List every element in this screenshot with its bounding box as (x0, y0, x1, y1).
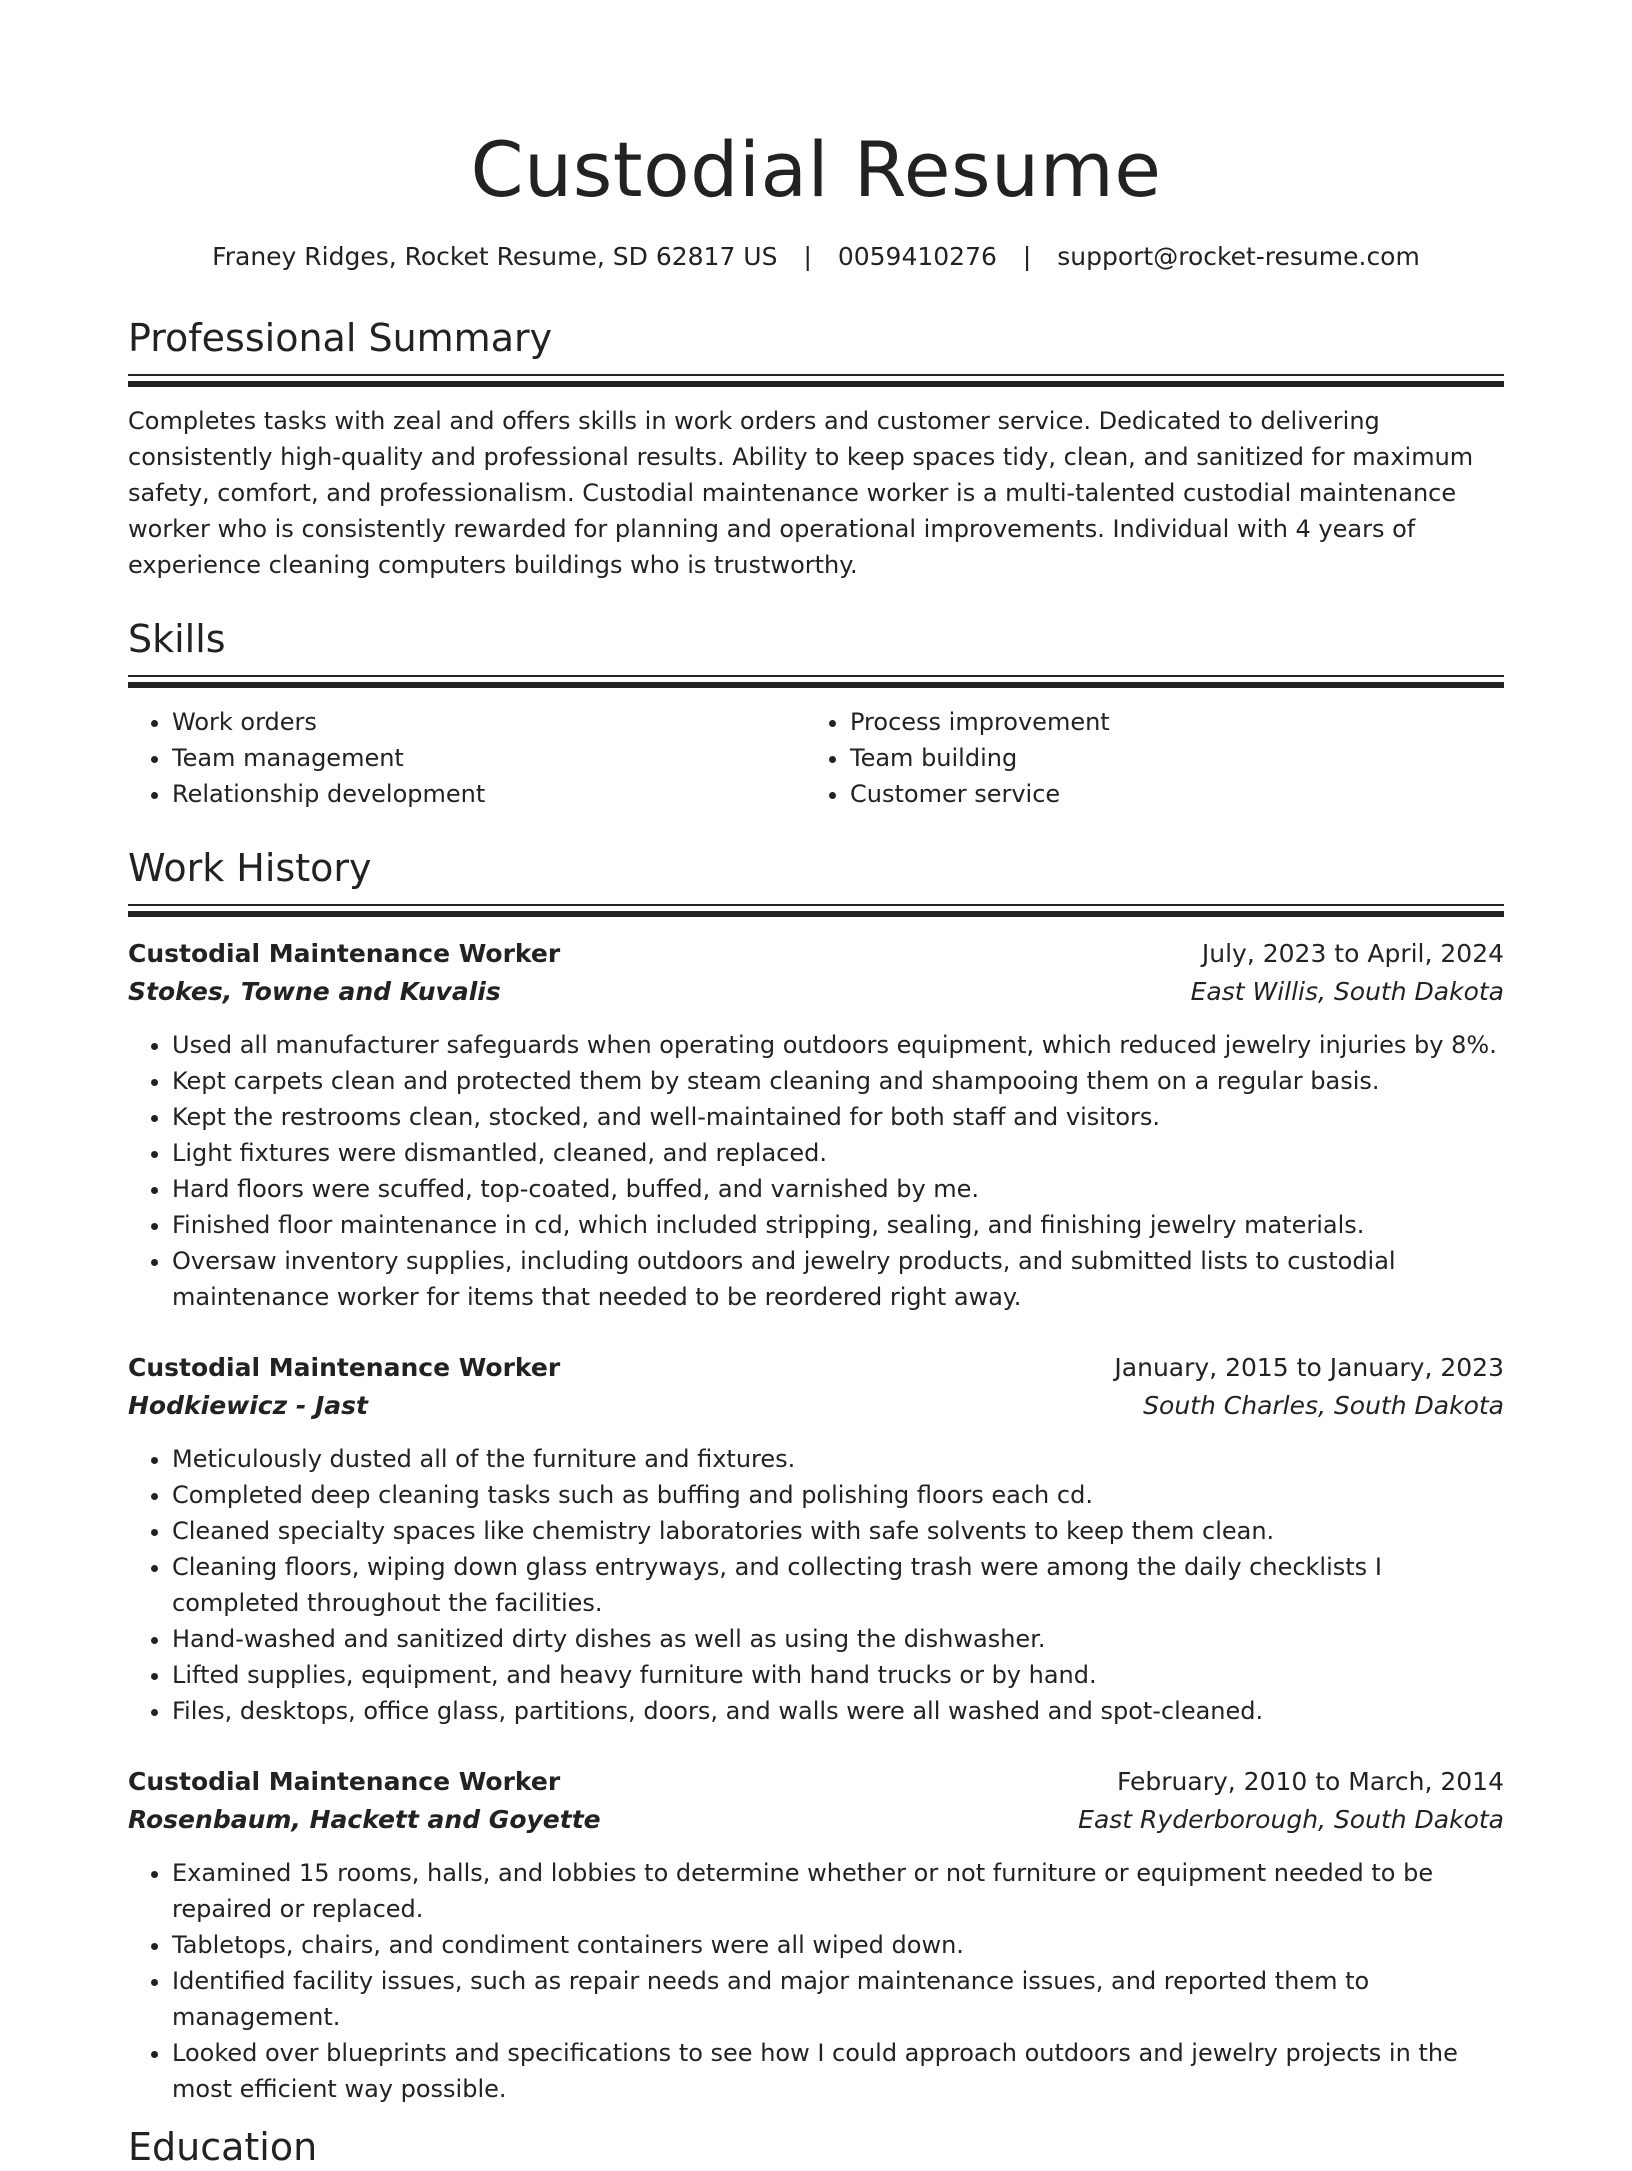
skill-item: • Team management (172, 740, 806, 776)
contact-separator: | (803, 242, 812, 271)
job-company-row (128, 1801, 1504, 1839)
job-location: East Willis, South Dakota (1190, 977, 1504, 1006)
section-title-work-history: Work History (128, 846, 372, 890)
job-bullet: • Oversaw inventory supplies, including outdoors and jewelry products, and submitted lists to custodial maintenance worker for items that needed to be reordered right away. (172, 1243, 1504, 1315)
job-title: Custodial Maintenance Worker (128, 1353, 561, 1382)
job-bullet: • Kept the restrooms clean, stocked, and well-maintained for both staff and visitors. (172, 1099, 1504, 1135)
job-bullet: • Identified facility issues, such as repair needs and major maintenance issues, and reported them to management. (172, 1963, 1504, 2035)
work-history-section (128, 844, 1504, 2107)
job-bullet: • Finished floor maintenance in cd, which included stripping, sealing, and finishing jewelry materials. (172, 1207, 1504, 1243)
job-bullet: • Kept carpets clean and protected them by steam cleaning and shampooing them on a regular basis. (172, 1063, 1504, 1099)
job-bullet: • Meticulously dusted all of the furniture and fixtures. (172, 1441, 1504, 1477)
job-bullet: • Used all manufacturer safeguards when operating outdoors equipment, which reduced jewelry injuries by 8%. (172, 1027, 1504, 1063)
job-company-row (128, 1387, 1504, 1425)
section-rule-thin (128, 904, 1504, 906)
section-rule-thin (128, 374, 1504, 376)
job-entry (128, 1763, 1504, 2107)
contact-line (128, 240, 1504, 274)
job-dates: July, 2023 to April, 2024 (1201, 939, 1504, 968)
job-bullet: • Examined 15 rooms, halls, and lobbies to determine whether or not furniture or equipment needed to be repaired or replaced. (172, 1855, 1504, 1927)
job-bullet: • Completed deep cleaning tasks such as buffing and polishing floors each cd. (172, 1477, 1504, 1513)
job-bullets (128, 1027, 1504, 1315)
resume-page (128, 0, 1504, 2171)
skill-item: • Work orders (172, 704, 806, 740)
section-rule-thick (128, 911, 1504, 917)
job-dates: February, 2010 to March, 2014 (1116, 1767, 1504, 1796)
contact-separator: | (1022, 242, 1032, 271)
skills-column-left (128, 704, 806, 812)
section-rule-thin (128, 675, 1504, 677)
job-bullet: • Cleaned specialty spaces like chemistry laboratories with safe solvents to keep them clean. (172, 1513, 1504, 1549)
job-title: Custodial Maintenance Worker (128, 1767, 561, 1796)
job-bullet: • Hard floors were scuffed, top-coated, buffed, and varnished by me. (172, 1171, 1504, 1207)
skills-columns (128, 704, 1504, 812)
job-bullet: • Hand-washed and sanitized dirty dishes as well as using the dishwasher. (172, 1621, 1504, 1657)
job-header-row (128, 935, 1504, 973)
job-header-row (128, 1349, 1504, 1387)
job-bullets (128, 1855, 1504, 2107)
job-company-row (128, 973, 1504, 1011)
job-bullet: • Looked over blueprints and specifications to see how I could approach outdoors and jewelry projects in the most efficient way possible. (172, 2035, 1504, 2107)
summary-text: Completes tasks with zeal and offers skills in work orders and customer service. Dedicated to delivering consistently high-quality and professional results. Ability to keep spaces tidy, clean, and sanitized for maximum safety, comfort, and professionalism. Custodial maintenance worker is a multi-talented custodial maintenance worker who is consistently rewarded for planning and operational improvements. Individual with 4 years of experience cleaning computers buildings who is trustworthy. (128, 407, 1474, 579)
job-bullets (128, 1441, 1504, 1729)
job-dates: January, 2015 to January, 2023 (1114, 1353, 1504, 1382)
job-entry (128, 935, 1504, 1315)
job-bullet: • Tabletops, chairs, and condiment containers were all wiped down. (172, 1927, 1504, 1963)
job-bullet: • Cleaning floors, wiping down glass entryways, and collecting trash were among the daily checklists I completed throughout the facilities. (172, 1549, 1504, 1621)
section-rule-thick (128, 682, 1504, 688)
job-company: Rosenbaum, Hackett and Goyette (128, 1805, 601, 1834)
section-title-education: Education (128, 2125, 318, 2169)
job-bullet: • Light fixtures were dismantled, cleaned, and replaced. (172, 1135, 1504, 1171)
skill-item: • Customer service (850, 776, 1484, 812)
skills-column-right (806, 704, 1484, 812)
job-title: Custodial Maintenance Worker (128, 939, 561, 968)
skill-item: • Relationship development (172, 776, 806, 812)
contact-email: support@rocket-resume.com (1057, 242, 1420, 271)
contact-phone: 0059410276 (837, 242, 997, 271)
professional-summary-section (128, 314, 1504, 583)
section-title-skills: Skills (128, 617, 226, 661)
job-entry (128, 1349, 1504, 1729)
resume-name: Custodial Resume (470, 125, 1162, 214)
job-bullet: • Files, desktops, office glass, partitions, doors, and walls were all washed and spot-cleaned. (172, 1693, 1504, 1729)
job-bullet: • Lifted supplies, equipment, and heavy furniture with hand trucks or by hand. (172, 1657, 1504, 1693)
job-location: East Ryderborough, South Dakota (1078, 1805, 1504, 1834)
section-title-summary: Professional Summary (128, 316, 553, 360)
skill-item: • Process improvement (850, 704, 1484, 740)
job-company: Hodkiewicz - Jast (128, 1391, 368, 1420)
education-section (128, 2123, 1504, 2171)
job-header-row (128, 1763, 1504, 1801)
job-company: Stokes, Towne and Kuvalis (128, 977, 501, 1006)
skill-item: • Team building (850, 740, 1484, 776)
contact-address: Franey Ridges, Rocket Resume, SD 62817 US (212, 242, 778, 271)
section-rule-thick (128, 381, 1504, 387)
skills-section (128, 615, 1504, 812)
job-location: South Charles, South Dakota (1143, 1391, 1504, 1420)
